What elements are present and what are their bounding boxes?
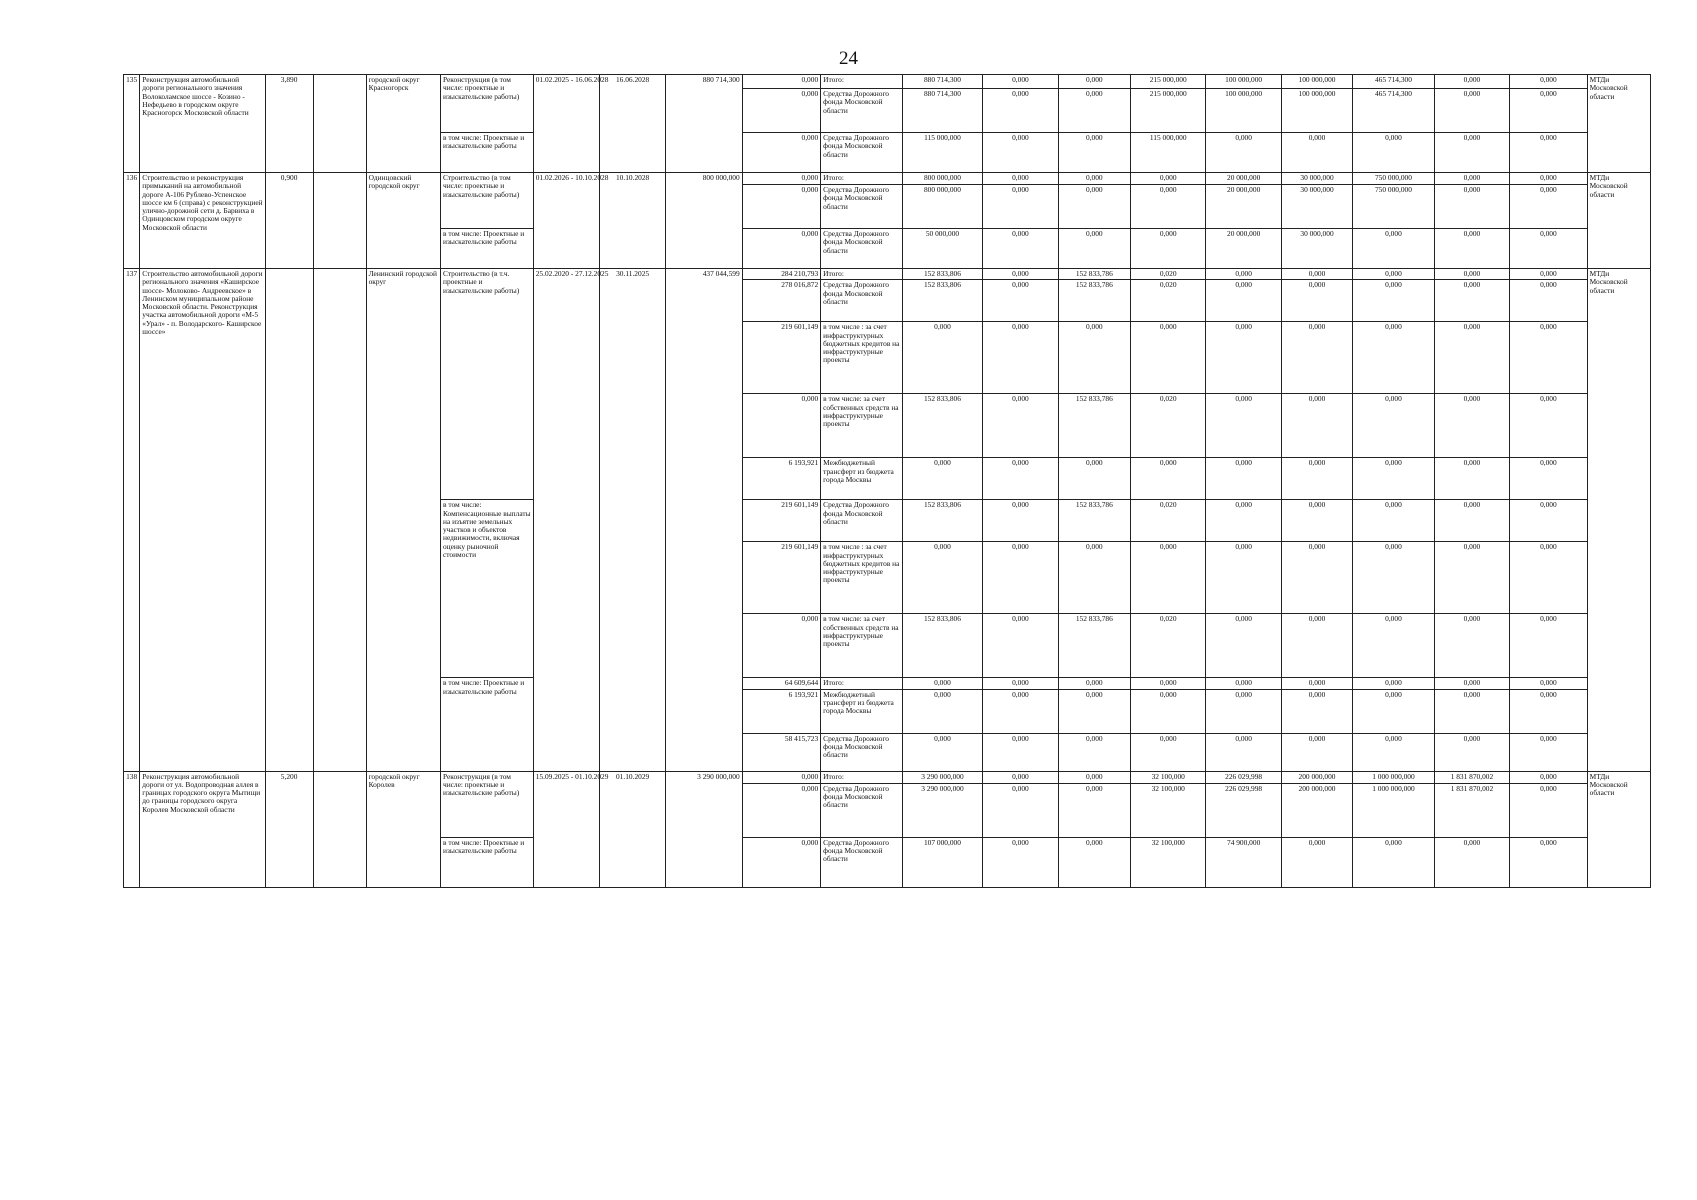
financed-amount: 0,000 [742,771,820,783]
financed-amount: 0,000 [742,185,820,229]
year-value: 0,000 [1281,269,1352,280]
financed-amount: 0,000 [742,614,820,678]
year-value: 0,000 [902,542,983,614]
year-value: 0,000 [1353,280,1435,322]
year-value: 0,000 [1510,614,1587,678]
year-value: 0,000 [1510,542,1587,614]
year-value: 0,000 [983,614,1058,678]
year-value: 0,000 [1353,133,1435,173]
year-value: 0,000 [1434,185,1509,229]
funding-source: Средства Дорожного фонда Московской области [821,229,903,269]
funding-source: Средства Дорожного фонда Московской области [821,733,903,771]
funding-source: Итого: [821,678,903,689]
year-value: 0,000 [1281,689,1352,733]
year-value: 0,000 [1281,614,1352,678]
year-value: 215 000,000 [1131,75,1206,89]
year-value: 0,000 [1058,229,1130,269]
year-value: 0,000 [1353,229,1435,269]
year-value: 0,000 [1434,229,1509,269]
year-value: 0,000 [1510,678,1587,689]
year-value: 0,000 [1510,837,1587,887]
year-value: 0,000 [1206,269,1281,280]
year-value: 0,000 [1206,542,1281,614]
year-value: 0,000 [1058,733,1130,771]
year-value: 0,000 [1206,689,1281,733]
row-number: 136 [124,173,140,269]
year-value: 0,020 [1131,280,1206,322]
year-value: 0,000 [983,133,1058,173]
year-value: 152 833,786 [1058,269,1130,280]
funding-source: Средства Дорожного фонда Московской области [821,280,903,322]
year-value: 0,000 [1434,837,1509,887]
year-value: 0,000 [1353,678,1435,689]
year-value: 0,000 [1434,89,1509,133]
work-type: в том числе: Проектные и изыскательские работы [440,229,533,269]
object-name: Строительство автомобильной дороги регионального значения «Каширское шоссе- Молоково- Андреевское» в Ленинском муниципальном районе Московской области. Реконструкция участка автомобильной дороги «М-5 «Урал» - п. Володарского- Каширское шоссе» [140,269,265,772]
funding-source: Итого: [821,75,903,89]
year-value: 20 000,000 [1206,173,1281,185]
total-cost: 800 000,000 [666,173,742,269]
year-value: 465 714,300 [1353,75,1435,89]
financed-amount: 219 601,149 [742,322,820,394]
year-value: 0,000 [1434,733,1509,771]
year-value: 100 000,000 [1206,89,1281,133]
year-value: 0,000 [1353,322,1435,394]
year-value: 30 000,000 [1281,173,1352,185]
year-value: 0,000 [983,322,1058,394]
year-value: 0,000 [1058,89,1130,133]
road-length: 5,200 [265,771,313,887]
financed-amount: 278 016,872 [742,280,820,322]
work-type: Строительство (в т.ч. проектные и изыскательские работы) [440,269,533,500]
financed-amount: 6 193,921 [742,458,820,500]
year-value: 0,020 [1131,394,1206,458]
year-value: 0,000 [1131,733,1206,771]
year-value: 32 100,000 [1131,837,1206,887]
year-value: 0,000 [902,678,983,689]
year-value: 0,020 [1131,500,1206,542]
financed-amount: 0,000 [742,89,820,133]
funding-source: Средства Дорожного фонда Московской области [821,500,903,542]
work-period: 01.02.2026 - 10.10.2028 [533,173,599,269]
district-name: Одинцовский городской округ [366,173,440,269]
financed-amount: 0,000 [742,394,820,458]
year-value: 0,000 [983,229,1058,269]
year-value: 0,000 [902,322,983,394]
year-value: 30 000,000 [1281,229,1352,269]
year-value: 0,000 [1281,133,1352,173]
year-value: 0,000 [983,458,1058,500]
extra-column [313,771,366,887]
program-table [123,74,1651,888]
object-name: Реконструкция автомобильной дороги регионального значения Волоколамское шоссе - Козино - Нефедьево в городском округе Красногорск Московской области [140,75,265,173]
year-value: 0,000 [1510,771,1587,783]
work-type: в том числе: Проектные и изыскательские работы [440,837,533,887]
year-value: 0,000 [1206,733,1281,771]
year-value: 0,000 [1206,500,1281,542]
year-value: 0,000 [1434,689,1509,733]
work-period: 25.02.2020 - 27.12.2025 [533,269,599,772]
financed-amount: 0,000 [742,133,820,173]
year-value: 50 000,000 [902,229,983,269]
financed-amount: 0,000 [742,173,820,185]
extra-column [313,173,366,269]
year-value: 0,000 [1206,614,1281,678]
table-row [124,75,1651,89]
year-value: 1 831 870,002 [1434,783,1509,837]
year-value: 0,000 [1353,394,1435,458]
work-type: Строительство (в том числе: проектные и изыскательские работы) [440,173,533,229]
year-value: 0,000 [1281,837,1352,887]
funding-source: Средства Дорожного фонда Московской области [821,185,903,229]
work-type: в том числе: Проектные и изыскательские работы [440,678,533,771]
year-value: 1 000 000,000 [1353,771,1435,783]
year-value: 0,000 [1510,89,1587,133]
year-value: 3 290 000,000 [902,783,983,837]
year-value: 30 000,000 [1281,185,1352,229]
year-value: 74 900,000 [1206,837,1281,887]
year-value: 0,000 [1281,500,1352,542]
table-row [124,173,1651,185]
year-value: 0,000 [1434,280,1509,322]
year-value: 0,000 [1510,280,1587,322]
year-value: 0,000 [1434,614,1509,678]
page-number: 24 [839,48,858,69]
year-value: 152 833,806 [902,500,983,542]
total-cost: 880 714,300 [666,75,742,173]
year-value: 0,000 [1510,783,1587,837]
year-value: 0,000 [1131,185,1206,229]
object-name: Реконструкция автомобильной дороги от ул. Водопроводная аллея в границах городского округа Мытищи до границы городского округа Королев Московской области [140,771,265,887]
financed-amount: 0,000 [742,75,820,89]
funding-source: Итого: [821,173,903,185]
table-row [124,771,1651,783]
finish-date: 10.10.2028 [599,173,665,269]
year-value: 0,000 [1510,500,1587,542]
year-value: 0,000 [1353,500,1435,542]
year-value: 0,000 [1510,185,1587,229]
work-period: 01.02.2025 - 16.06.2028 [533,75,599,173]
year-value: 0,000 [1206,133,1281,173]
year-value: 0,000 [1353,269,1435,280]
road-length: 3,890 [265,75,313,173]
year-value: 115 000,000 [902,133,983,173]
work-type: Реконструкция (в том числе: проектные и изыскательские работы) [440,771,533,837]
year-value: 0,000 [1206,280,1281,322]
year-value: 0,000 [983,783,1058,837]
funding-source: Межбюджетный трансферт из бюджета города Москвы [821,689,903,733]
year-value: 0,000 [983,269,1058,280]
work-type: в том числе: Компенсационные выплаты на изъятие земельных участков и объектов недвижимости, включая оценку рыночной стоимости [440,500,533,678]
row-number: 137 [124,269,140,772]
year-value: 152 833,806 [902,280,983,322]
year-value: 0,000 [1058,322,1130,394]
funding-source: в том числе : за счет инфраструктурных бюджетных кредитов на инфраструктурные проекты [821,322,903,394]
year-value: 0,000 [1131,173,1206,185]
year-value: 0,000 [1131,689,1206,733]
year-value: 0,000 [1353,733,1435,771]
year-value: 0,000 [1206,394,1281,458]
year-value: 0,000 [1058,678,1130,689]
year-value: 0,000 [983,185,1058,229]
year-value: 0,000 [983,837,1058,887]
year-value: 0,000 [1434,678,1509,689]
extra-column [313,269,366,772]
funding-source: Средства Дорожного фонда Московской области [821,133,903,173]
year-value: 0,000 [1434,542,1509,614]
funding-source: в том числе : за счет инфраструктурных бюджетных кредитов на инфраструктурные проекты [821,542,903,614]
year-value: 0,000 [1510,133,1587,173]
funding-source: Итого: [821,269,903,280]
work-period: 15.09.2025 - 01.10.2029 [533,771,599,887]
financed-amount: 0,000 [742,783,820,837]
financed-amount: 64 609,644 [742,678,820,689]
year-value: 20 000,000 [1206,185,1281,229]
year-value: 0,000 [1131,229,1206,269]
total-cost: 437 044,599 [666,269,742,772]
total-cost: 3 290 000,000 [666,771,742,887]
year-value: 0,000 [1434,458,1509,500]
year-value: 0,020 [1131,269,1206,280]
financed-amount: 6 193,921 [742,689,820,733]
work-type: Реконструкция (в том числе: проектные и изыскательские работы) [440,75,533,133]
year-value: 200 000,000 [1281,771,1352,783]
year-value: 800 000,000 [902,185,983,229]
table-row [124,269,1651,280]
funding-source: Средства Дорожного фонда Московской области [821,89,903,133]
funding-source: в том числе: за счет собственных средств на инфраструктурные проекты [821,614,903,678]
work-type: в том числе: Проектные и изыскательские работы [440,133,533,173]
year-value: 0,000 [1434,269,1509,280]
year-value: 0,000 [1058,783,1130,837]
year-value: 3 290 000,000 [902,771,983,783]
year-value: 0,000 [983,75,1058,89]
year-value: 0,000 [1058,458,1130,500]
year-value: 0,020 [1131,614,1206,678]
finish-date: 16.06.2028 [599,75,665,173]
financed-amount: 58 415,723 [742,733,820,771]
year-value: 0,000 [1434,133,1509,173]
row-number: 135 [124,75,140,173]
year-value: 0,000 [1131,542,1206,614]
funding-source: Межбюджетный трансферт из бюджета города Москвы [821,458,903,500]
year-value: 0,000 [1510,458,1587,500]
year-value: 0,000 [1510,269,1587,280]
year-value: 0,000 [1131,458,1206,500]
funding-source: Итого: [821,771,903,783]
year-value: 0,000 [983,542,1058,614]
year-value: 0,000 [1058,771,1130,783]
year-value: 0,000 [1434,75,1509,89]
year-value: 215 000,000 [1131,89,1206,133]
year-value: 0,000 [1510,75,1587,89]
year-value: 0,000 [1434,173,1509,185]
year-value: 0,000 [1131,678,1206,689]
year-value: 226 029,998 [1206,771,1281,783]
year-value: 152 833,786 [1058,280,1130,322]
year-value: 32 100,000 [1131,771,1206,783]
year-value: 100 000,000 [1206,75,1281,89]
year-value: 0,000 [902,733,983,771]
year-value: 0,000 [983,771,1058,783]
year-value: 0,000 [1058,185,1130,229]
year-value: 800 000,000 [902,173,983,185]
road-length [265,269,313,772]
year-value: 0,000 [1058,75,1130,89]
year-value: 0,000 [1058,173,1130,185]
year-value: 0,000 [983,500,1058,542]
year-value: 0,000 [1058,542,1130,614]
financed-amount: 0,000 [742,229,820,269]
year-value: 0,000 [1058,133,1130,173]
year-value: 0,000 [1510,173,1587,185]
year-value: 0,000 [1281,458,1352,500]
finish-date: 01.10.2029 [599,771,665,887]
financed-amount: 219 601,149 [742,542,820,614]
year-value: 107 000,000 [902,837,983,887]
year-value: 152 833,786 [1058,614,1130,678]
year-value: 0,000 [1510,394,1587,458]
year-value: 750 000,000 [1353,185,1435,229]
funding-source: Средства Дорожного фонда Московской области [821,837,903,887]
year-value: 32 100,000 [1131,783,1206,837]
year-value: 750 000,000 [1353,173,1435,185]
year-value: 0,000 [1434,322,1509,394]
year-value: 152 833,786 [1058,394,1130,458]
year-value: 152 833,786 [1058,500,1130,542]
row-number: 138 [124,771,140,887]
year-value: 20 000,000 [1206,229,1281,269]
year-value: 152 833,806 [902,614,983,678]
year-value: 152 833,806 [902,269,983,280]
year-value: 0,000 [983,89,1058,133]
road-length: 0,900 [265,173,313,269]
responsible-org: МТДи Московской области [1587,173,1650,269]
financed-amount: 0,000 [742,837,820,887]
financed-amount: 219 601,149 [742,500,820,542]
year-value: 0,000 [1434,500,1509,542]
year-value: 0,000 [902,458,983,500]
year-value: 880 714,300 [902,89,983,133]
year-value: 226 029,998 [1206,783,1281,837]
year-value: 0,000 [1281,733,1352,771]
year-value: 1 000 000,000 [1353,783,1435,837]
year-value: 0,000 [983,173,1058,185]
year-value: 0,000 [1510,689,1587,733]
responsible-org: МТДи Московской области [1587,75,1650,173]
year-value: 465 714,300 [1353,89,1435,133]
year-value: 115 000,000 [1131,133,1206,173]
year-value: 100 000,000 [1281,89,1352,133]
responsible-org: МТДи Московской области [1587,269,1650,772]
district-name: городской округ Королев [366,771,440,887]
year-value: 0,000 [1434,394,1509,458]
year-value: 0,000 [1510,733,1587,771]
year-value: 0,000 [1206,678,1281,689]
year-value: 0,000 [1281,678,1352,689]
year-value: 0,000 [1058,689,1130,733]
year-value: 0,000 [902,689,983,733]
year-value: 0,000 [983,689,1058,733]
district-name: городской округ Красногорск [366,75,440,173]
year-value: 0,000 [1510,229,1587,269]
year-value: 0,000 [1131,322,1206,394]
district-name: Ленинский городской округ [366,269,440,772]
extra-column [313,75,366,173]
year-value: 0,000 [1281,542,1352,614]
year-value: 0,000 [983,394,1058,458]
year-value: 0,000 [1353,689,1435,733]
year-value: 0,000 [983,733,1058,771]
year-value: 0,000 [1281,394,1352,458]
year-value: 0,000 [1206,458,1281,500]
year-value: 0,000 [983,678,1058,689]
year-value: 0,000 [1206,322,1281,394]
year-value: 0,000 [1510,322,1587,394]
year-value: 200 000,000 [1281,783,1352,837]
year-value: 0,000 [1353,542,1435,614]
year-value: 152 833,806 [902,394,983,458]
finish-date: 30.11.2025 [599,269,665,772]
funding-source: в том числе: за счет собственных средств на инфраструктурные проекты [821,394,903,458]
year-value: 880 714,300 [902,75,983,89]
object-name: Строительство и реконструкция примыканий на автомобильной дороге А-106 Рублево-Успенское шоссе км 6 (справа) с реконструкцией улично-дорожной сети д. Барвиха в Одинцовском городском округе Московской области [140,173,265,269]
year-value: 0,000 [1281,322,1352,394]
year-value: 0,000 [983,280,1058,322]
year-value: 0,000 [1353,837,1435,887]
responsible-org: МТДи Московской области [1587,771,1650,887]
year-value: 1 831 870,002 [1434,771,1509,783]
financed-amount: 284 210,793 [742,269,820,280]
year-value: 0,000 [1353,614,1435,678]
funding-source: Средства Дорожного фонда Московской области [821,783,903,837]
year-value: 0,000 [1353,458,1435,500]
year-value: 0,000 [1058,837,1130,887]
year-value: 0,000 [1281,280,1352,322]
year-value: 100 000,000 [1281,75,1352,89]
